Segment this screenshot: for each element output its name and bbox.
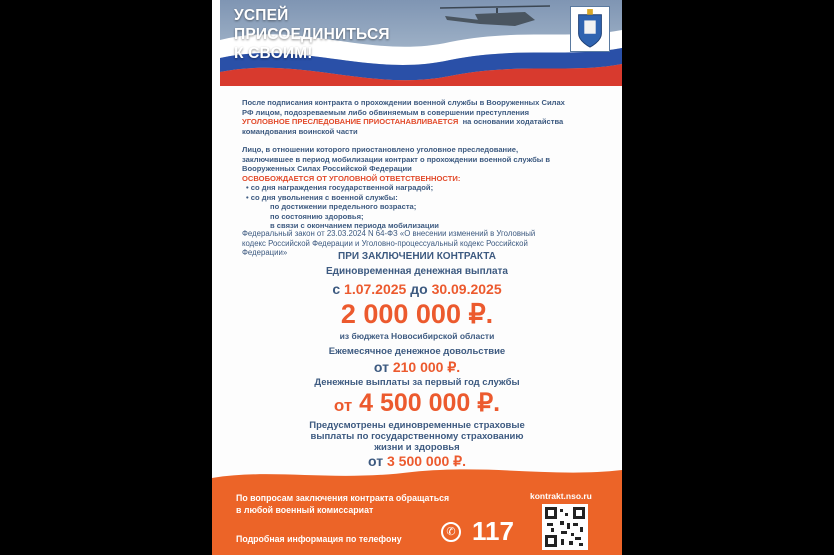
release-line: Лицо, в отношении которого приостановлено уголовное преследование, [242, 145, 519, 154]
coat-of-arms-icon [570, 6, 610, 52]
intro-paragraph [242, 98, 612, 136]
footer-info-line: По вопросам заключения контракта обращаться [236, 493, 450, 503]
law-line: кодекс Российской Федерации и Уголовно-процессуальный кодекс Российской [242, 238, 528, 248]
insurance-line: Предусмотрены единовременные страховые [309, 420, 525, 431]
first-year-pay: от 4 500 000 ₽. [333, 389, 501, 417]
release-line: заключившее в период мобилизации контракт о прохождении военной службы в [242, 154, 551, 164]
banner [220, 0, 622, 86]
intro-line: РФ лицом, подозреваемым либо обвиняемым в совершении преступления [242, 107, 530, 117]
release-line: Вооруженных Силах Российской Федерации [242, 164, 412, 173]
first-year-amount: 4 500 000 ₽. [359, 389, 501, 417]
phone-label: Подробная информация по телефону [236, 534, 402, 544]
release-bullet: • со дня увольнения с военной службы: [246, 192, 398, 202]
law-line: Федерации» [242, 248, 288, 257]
monthly-pay: от 210 000 ₽. [373, 359, 461, 375]
release-paragraph [242, 145, 612, 231]
footer-info-line: в любой военный комиссариат [236, 505, 374, 515]
insurance-text [212, 420, 622, 453]
release-sub-item: по состоянию здоровья; [270, 211, 364, 221]
intro-line: командования воинской части [242, 126, 358, 136]
banner-title-line: УСПЕЙ [234, 7, 289, 24]
phone-icon: ✆ [441, 522, 461, 542]
law-line: Федеральный закон от 23.03.2024 N 64-ФЗ «О внесении изменений в Уголовный [242, 229, 536, 238]
footer-wave [212, 464, 622, 484]
lump-sum-source: из бюджета Новосибирской области [339, 331, 495, 341]
banner-title-line: К СВОИМ! [234, 45, 313, 62]
poster [212, 0, 622, 555]
contract-heading: ПРИ ЗАКЛЮЧЕНИИ КОНТРАКТА [338, 251, 496, 262]
release-sub-item: в связи с окончанием периода мобилизации [270, 221, 439, 230]
intro-line: После подписания контракта о прохождении военной службы в Вооруженных Силах [242, 98, 565, 107]
date-to: 30.09.2025 [431, 281, 502, 297]
release-bullet: • со дня награждения государственной наградой; [246, 183, 434, 192]
website-link[interactable]: kontrakt.nso.ru [530, 491, 592, 501]
monthly-amount: 210 000 ₽. [392, 359, 461, 375]
phone-number[interactable]: 117 [472, 516, 514, 546]
date-from: 1.07.2025 [344, 281, 407, 297]
insurance-line: жизни и здоровья [374, 442, 460, 453]
first-year-label: Денежные выплаты за первый год службы [314, 377, 520, 388]
banner-title [234, 6, 464, 63]
qr-code[interactable] [542, 504, 588, 550]
footer-info [236, 492, 449, 516]
release-sub-item: по достижении предельного возраста; [270, 202, 417, 211]
monthly-label: Ежемесячное денежное довольствие [328, 346, 506, 357]
release-heading: ОСВОБОЖДАЕТСЯ ОТ УГОЛОВНОЙ ОТВЕТСТВЕННОСТИ: [242, 173, 461, 183]
banner-title-line: ПРИСОЕДИНИТЬСЯ [234, 26, 390, 43]
footer-banner [212, 478, 622, 555]
insurance-pay: от 3 500 000 ₽. [368, 453, 466, 469]
payment-period: с 1.07.2025 до 30.09.2025 [332, 281, 502, 297]
insurance-amount: 3 500 000 ₽. [386, 453, 466, 469]
prosecution-suspended-text: УГОЛОВНОЕ ПРЕСЛЕДОВАНИЕ ПРИОСТАНАВЛИВАЕТСЯ [242, 117, 459, 126]
lump-sum-label: Единовременная денежная выплата [326, 266, 508, 277]
intro-line: УГОЛОВНОЕ ПРЕСЛЕДОВАНИЕ ПРИОСТАНАВЛИВАЕТСЯ на основании ходатайства [242, 117, 564, 126]
insurance-line: выплаты по государственному страхованию [310, 431, 524, 442]
lump-sum-amount: 2 000 000 ₽. [340, 299, 494, 329]
